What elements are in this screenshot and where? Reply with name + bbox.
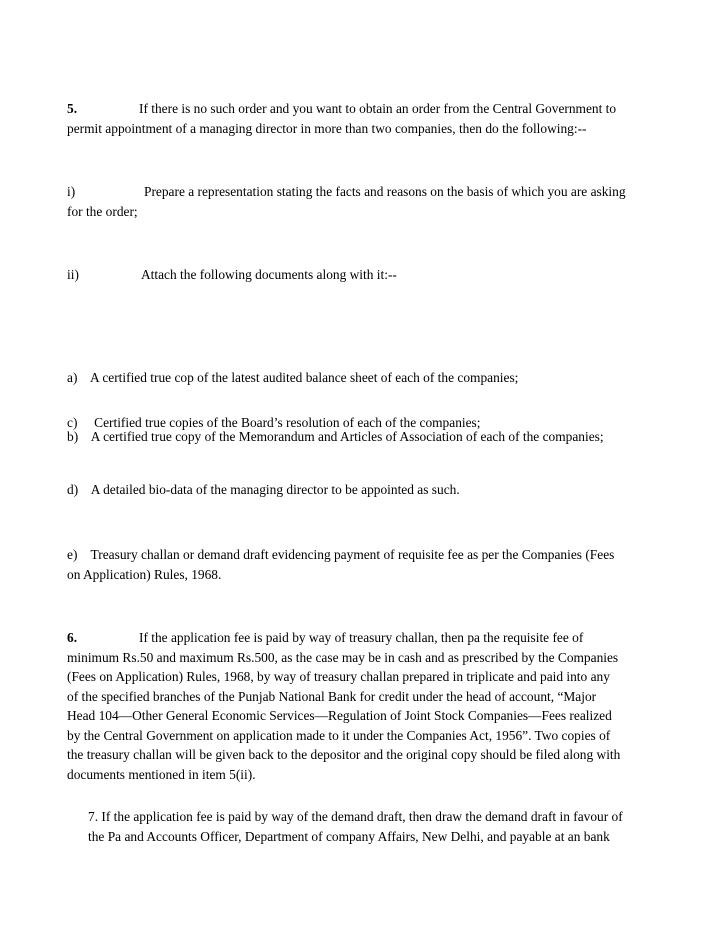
- document-item-e-block: [67, 545, 667, 584]
- item-5-ii-text-1: Attach the following documents along with it:--: [141, 267, 397, 282]
- document-item-c-block: [67, 413, 667, 433]
- item-6-text-0: If the application fee is paid by way of treasury challan, then pa the requisite fee of: [139, 630, 584, 645]
- item-5-text-2: permit appointment of a managing director in more than two companies, then do the following:--: [67, 120, 587, 136]
- item-5-number: 5.: [67, 101, 78, 116]
- item-5-i-text-2: for the order;: [67, 203, 138, 219]
- item-7-text-2: the Pa and Accounts Officer, Department of company Affairs, New Delhi, and payable at an bank: [88, 828, 610, 844]
- item-6-text-5: by the Central Government on application made to it under the Companies Act, 1956”. Two copies of: [67, 727, 611, 743]
- item-6-text-4: Head 104—Other General Economic Services—Regulation of Joint Stock Companies—Fees realized: [67, 708, 612, 723]
- document-item-d-block: [67, 480, 667, 500]
- item-5-i-number: i): [67, 184, 76, 199]
- item-7-paragraph: [88, 807, 668, 846]
- item-6-paragraph: [67, 628, 667, 784]
- item-6-text-2: (Fees on Application) Rules, 1968, by way of treasury challan prepared in triplicate and paid into any: [67, 669, 610, 684]
- item-6-text-3: of the specified branches of the Punjab National Bank for credit under the head of account, “Major: [67, 688, 597, 704]
- item-5-i-text-1: Prepare a representation stating the facts and reasons on the basis of which you are asking: [144, 184, 626, 199]
- item-7-text-1: 7. If the application fee is paid by way of the demand draft, then draw the demand draft in favour of: [88, 809, 623, 824]
- item-6-text-1: minimum Rs.50 and maximum Rs.500, as the case may be in cash and as prescribed by the Companies: [67, 649, 619, 665]
- document-item-a: a) A certified true cop of the latest audited balance sheet of each of the companies;: [67, 370, 519, 385]
- item-5-text-1: If there is no such order and you want to obtain an order from the Central Government to: [139, 101, 617, 116]
- document-item-e-line-2: on Application) Rules, 1968.: [67, 566, 222, 582]
- item-6-text-6: the treasury challan will be given back to the depositor and the original copy should be filed along with: [67, 747, 621, 762]
- document-item-b: b) A certified true copy of the Memorandum and Articles of Association of each of the companies;: [67, 428, 604, 444]
- item-6-line-0: [67, 628, 667, 648]
- item-6-text-7: documents mentioned in item 5(ii).: [67, 766, 256, 782]
- item-5-i-paragraph: [67, 182, 667, 221]
- document-item-e-line-1: e) Treasury challan or demand draft evidencing payment of requisite fee as per the Companies (Fees: [67, 547, 615, 562]
- document-item-d: d) A detailed bio-data of the managing director to be appointed as such.: [67, 482, 460, 497]
- item-6-number: 6.: [67, 630, 78, 645]
- item-5-ii-paragraph: [67, 265, 667, 285]
- item-5-paragraph: [67, 99, 667, 138]
- item-5-line-1: [67, 99, 667, 119]
- documents-list-ab: [67, 329, 667, 485]
- item-5-i-line-1: [67, 182, 667, 202]
- item-5-ii-line-1: [67, 265, 667, 285]
- item-5-ii-number: ii): [67, 267, 79, 282]
- document-item-c: c) Certified true copies of the Board’s resolution of each of the companies;: [67, 415, 481, 430]
